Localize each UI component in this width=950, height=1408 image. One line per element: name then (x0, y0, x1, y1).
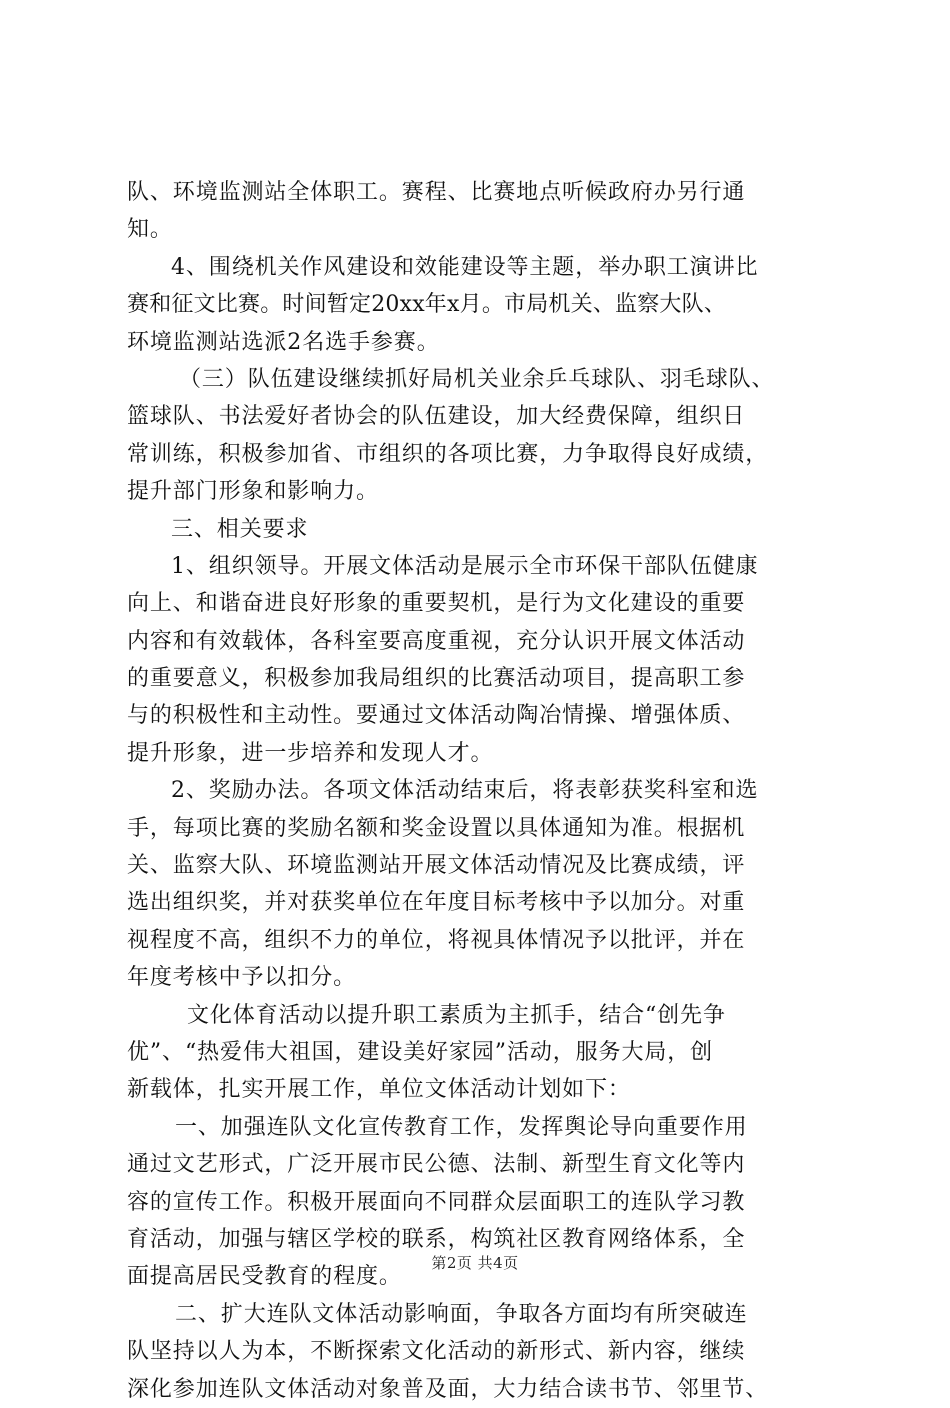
text-line: 与的积极性和主动性。要通过文体活动陶冶情操、增强体质、 (127, 703, 746, 729)
text-line: 向上、和谐奋进良好形象的重要契机，是行为文化建设的重要 (127, 591, 746, 617)
text-line: 队坚持以人为本，不断探索文化活动的新形式、新内容，继续 (127, 1339, 746, 1365)
text-line: 内容和有效载体，各科室要高度重视，充分认识开展文体活动 (127, 628, 746, 654)
document-body (127, 174, 857, 1408)
text-line: 篮球队、书法爱好者协会的队伍建设，加大经费保障，组织日 (127, 404, 746, 430)
text-line: 深化参加连队文体活动对象普及面，大力结合读书节、邻里节、 (127, 1376, 769, 1402)
text-line: 选出组织奖，并对获奖单位在年度目标考核中予以加分。对重 (127, 890, 746, 916)
text-line: 视程度不高，组织不力的单位，将视具体情况予以批评，并在 (127, 927, 746, 953)
text-line: 二、扩大连队文体活动影响面，争取各方面均有所突破连 (175, 1301, 748, 1327)
text-line: 育活动，加强与辖区学校的联系，构筑社区教育网络体系，全 (127, 1226, 746, 1252)
text-line: 优”、“热爱伟大祖国，建设美好家园”活动，服务大局，创 (127, 1039, 714, 1065)
text-line: 年度考核中予以扣分。 (127, 965, 357, 991)
page-footer: 第2页 共4页 (431, 1254, 519, 1272)
text-line: 一、加强连队文化宣传教育工作，发挥舆论导向重要作用 (175, 1114, 748, 1140)
section-heading: 三、相关要求 (171, 516, 309, 542)
text-line: 赛和征文比赛。时间暂定20xx年x月。市局机关、监察大队、 (127, 292, 727, 318)
text-line: 容的宣传工作。积极开展面向不同群众层面职工的连队学习教 (127, 1189, 746, 1215)
text-line: 关、监察大队、环境监测站开展文体活动情况及比赛成绩，评 (127, 853, 746, 879)
text-line: 的重要意义，积极参加我局组织的比赛活动项目，提高职工参 (127, 666, 746, 692)
text-line: （三）队伍建设继续抓好局机关业余乒乓球队、羽毛球队、 (179, 366, 775, 392)
text-line: 通过文艺形式，广泛开展市民公德、法制、新型生育文化等内 (127, 1152, 746, 1178)
text-line: 文化体育活动以提升职工素质为主抓手，结合“创先争 (187, 1002, 726, 1028)
text-line: 环境监测站选派2名选手参赛。 (127, 329, 440, 355)
text-line: 提升形象，进一步培养和发现人才。 (127, 740, 494, 766)
text-line: 4、围绕机关作风建设和效能建设等主题，举办职工演讲比 (171, 254, 759, 280)
text-line: 常训练，积极参加省、市组织的各项比赛，力争取得良好成绩， (127, 441, 769, 467)
text-line: 队、环境监测站全体职工。赛程、比赛地点听候政府办另行通 (127, 180, 746, 205)
text-line: 2、奖励办法。各项文体活动结束后，将表彰获奖科室和选 (171, 778, 759, 804)
text-line: 新载体，扎实开展工作，单位文体活动计划如下： (127, 1077, 631, 1103)
text-line: 手，每项比赛的奖励名额和奖金设置以具体通知为准。根据机 (127, 815, 746, 841)
text-line: 1、组织领导。开展文体活动是展示全市环保干部队伍健康 (171, 553, 759, 579)
text-line: 提升部门形象和影响力。 (127, 479, 379, 505)
text-line: 知。 (127, 217, 173, 243)
text-line: 面提高居民受教育的程度。 (127, 1264, 402, 1290)
